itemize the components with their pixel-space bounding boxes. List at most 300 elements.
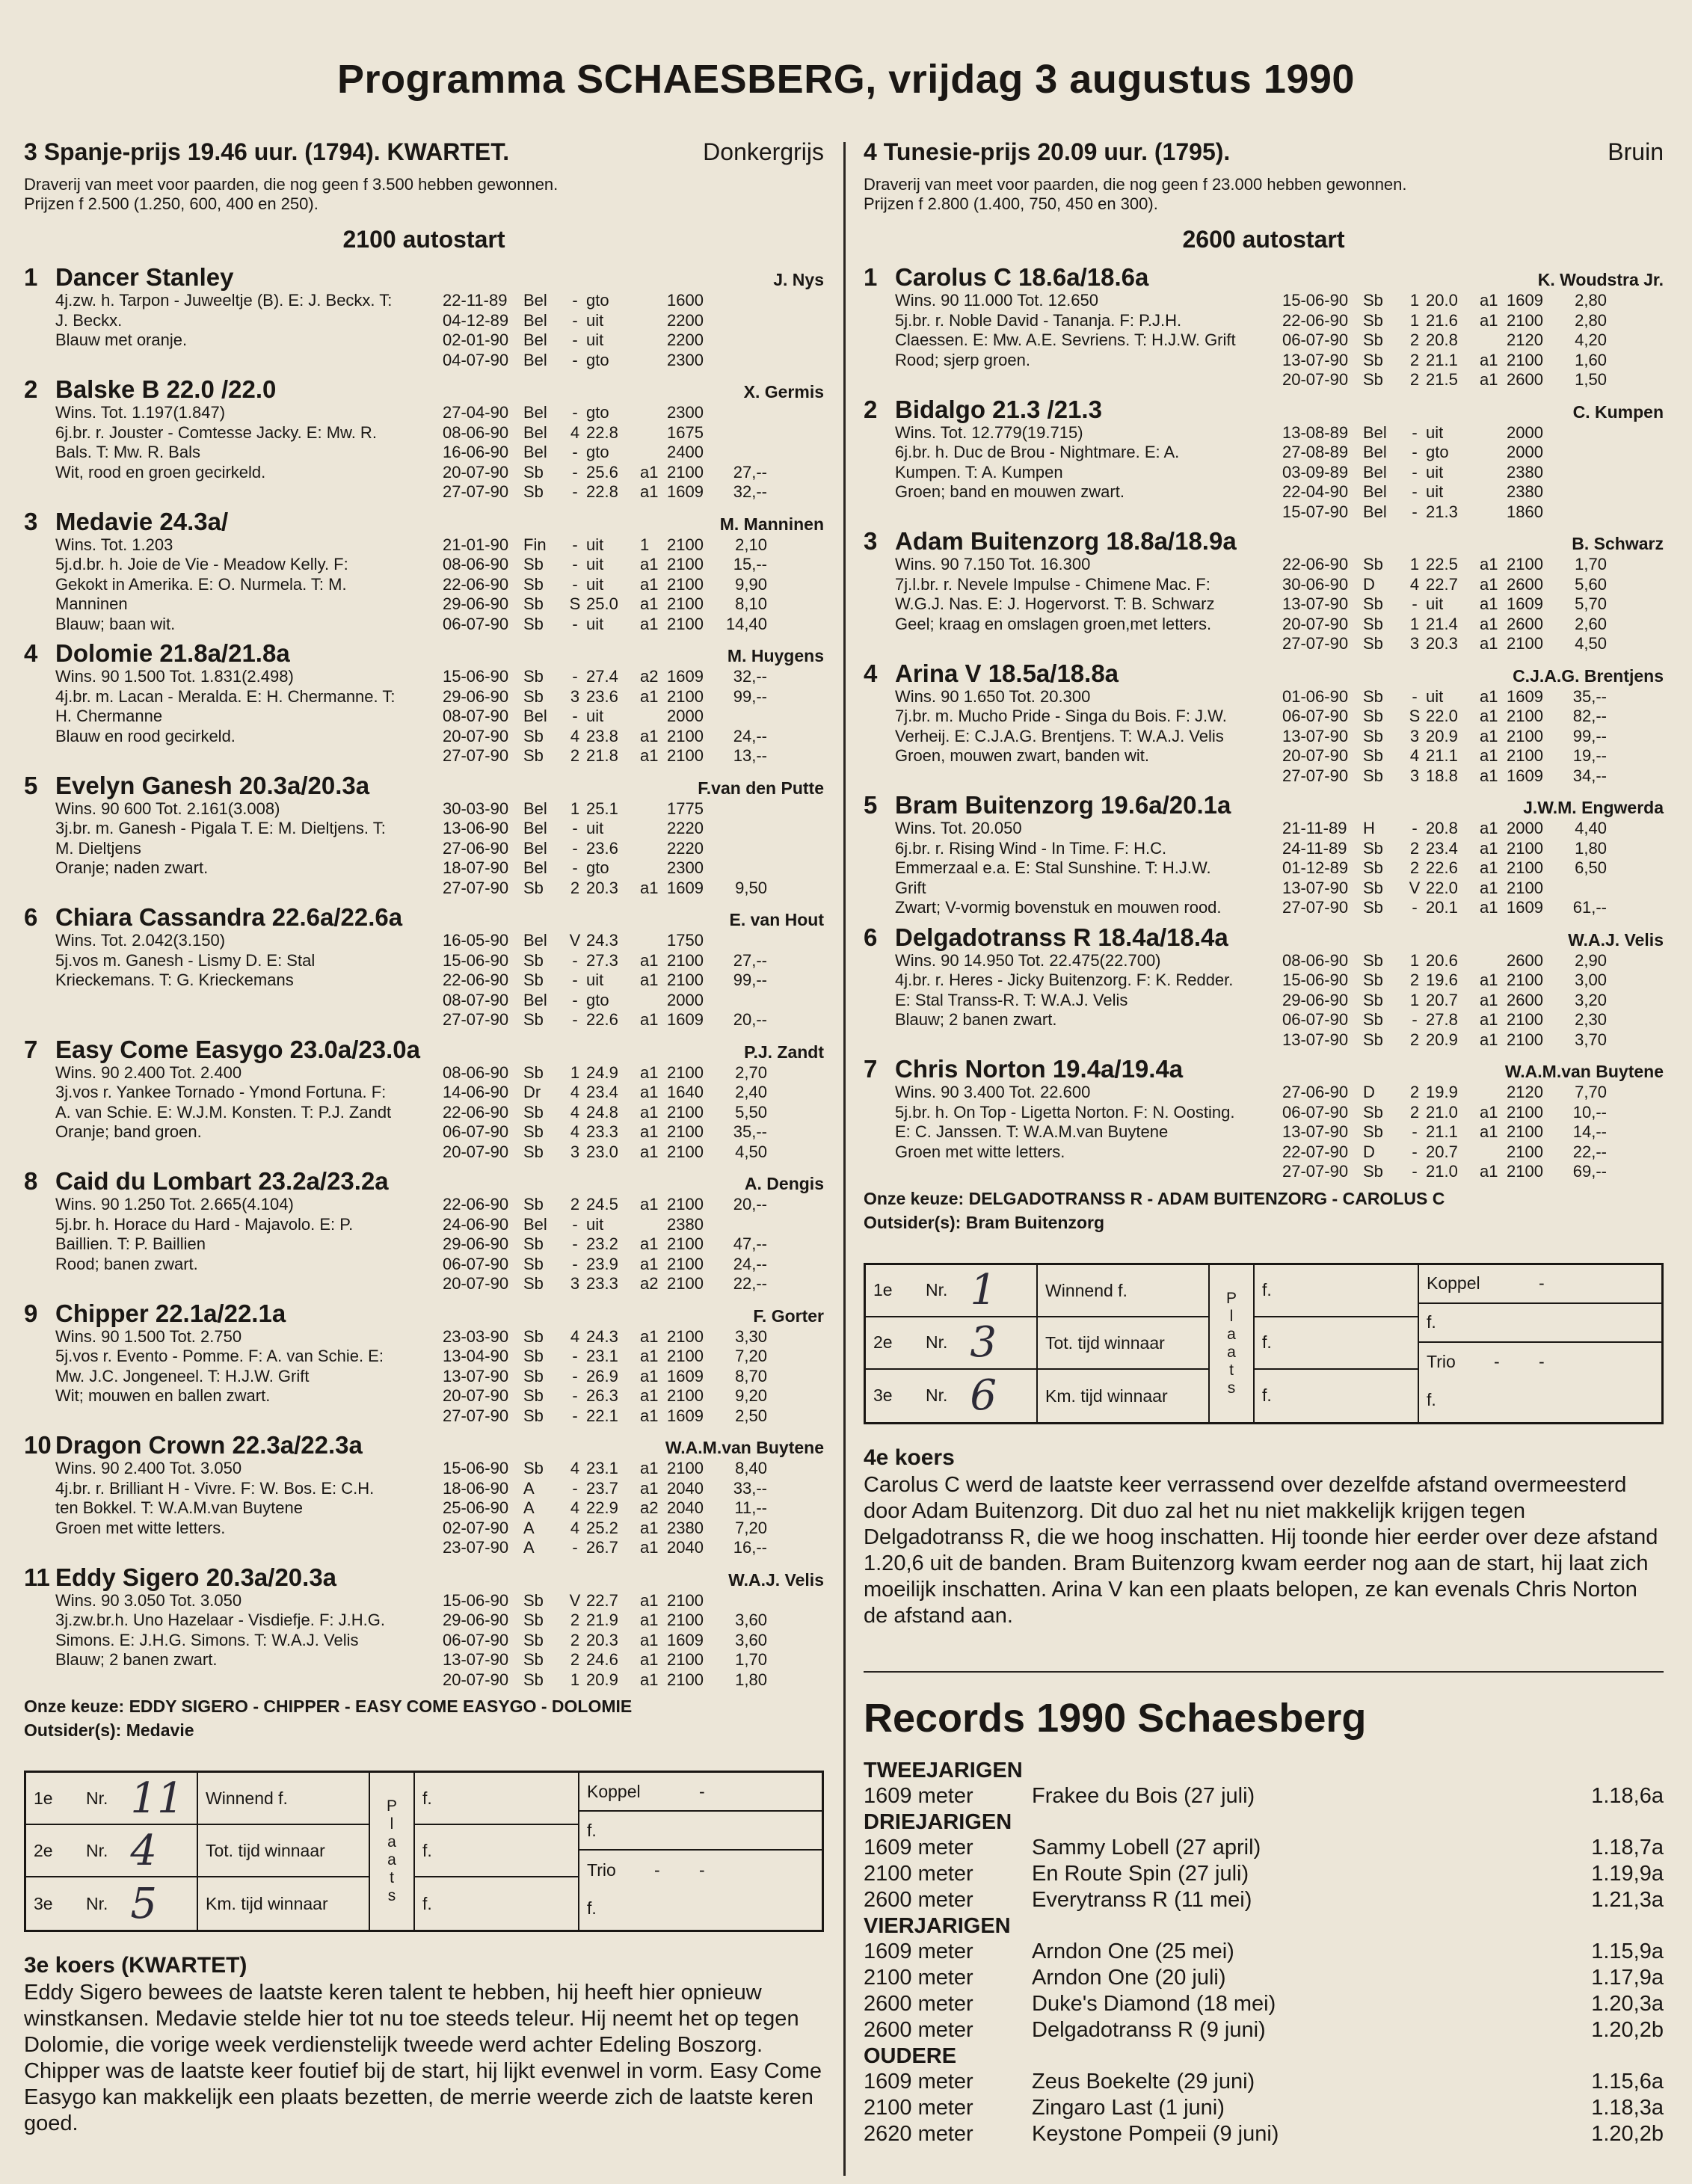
- run-start: a1: [640, 1386, 659, 1405]
- run-time: 21.3: [1426, 502, 1458, 521]
- record-distance: 2100 meter: [864, 1861, 973, 1886]
- plaats-letter: P: [1225, 1289, 1237, 1307]
- run-time: 20.7: [1426, 1142, 1458, 1161]
- run-time: uit: [1426, 462, 1444, 482]
- run-start: a1: [640, 1538, 659, 1557]
- record-distance: 2600 meter: [864, 1991, 973, 2016]
- run-date: 30-03-90: [443, 799, 509, 818]
- plaats-letter: t: [390, 1869, 394, 1886]
- run-odds: [1562, 879, 1607, 899]
- record-category: DRIEJARIGEN: [864, 1809, 1012, 1834]
- horse-driver: M. Huygens: [727, 646, 824, 665]
- horse-info-line: Rood; banen zwart.: [55, 1254, 198, 1273]
- handwritten-number: 11: [130, 1774, 184, 1823]
- record-distance: 1609 meter: [864, 1835, 973, 1860]
- horse-info: [24, 1459, 443, 1558]
- plaats-label: [370, 1773, 415, 1930]
- horse-body: [24, 1591, 824, 1691]
- run-odds: 24,--: [733, 1254, 767, 1273]
- run-distance: 2200: [667, 310, 704, 330]
- conditions-text: Draverij van meet voor paarden, die nog geen f 3.500 hebben gewonnen.: [24, 175, 559, 194]
- horse-info-line: Kumpen. T: A. Kumpen: [895, 462, 1063, 482]
- run-time: 21.0: [1426, 1102, 1458, 1122]
- horse-info-line: Wins. 90 1.500 Tot. 2.750: [55, 1326, 242, 1346]
- run-distance: 2040: [667, 1538, 704, 1557]
- run-time: gto: [586, 350, 609, 369]
- horse-entry: [24, 640, 824, 766]
- horse-entry: [24, 772, 824, 899]
- run-row: [443, 1538, 824, 1558]
- horse-info-line: 5j.br. h. On Top - Ligetta Norton. F: N. Oosting.: [895, 1102, 1235, 1122]
- run-row: [1282, 898, 1664, 918]
- run-date: 06-07-90: [443, 1254, 509, 1273]
- horse-driver: W.A.M.van Buytene: [1504, 1062, 1664, 1081]
- horse-number: 10: [24, 1431, 52, 1459]
- run-date: 04-07-90: [443, 350, 509, 369]
- run-track: Sb: [1363, 1162, 1383, 1181]
- run-odds: [722, 931, 767, 951]
- record-holder: Duke's Diamond (18 mei): [1032, 1991, 1276, 2016]
- run-time: 26.3: [586, 1386, 618, 1405]
- run-date: 03-09-89: [1282, 462, 1349, 482]
- horse-info: [864, 951, 1282, 1051]
- run-start: [640, 311, 667, 331]
- record-distance: 2620 meter: [864, 2121, 973, 2146]
- rank-label: 2e: [873, 1332, 893, 1352]
- run-odds: 3,70: [1575, 1030, 1607, 1049]
- race-header: [24, 138, 824, 166]
- run-time: 21.1: [1426, 746, 1458, 765]
- run-time: 20.3: [1426, 634, 1458, 653]
- koppel-cell: [579, 1773, 822, 1812]
- run-row: [443, 482, 824, 502]
- run-date: 13-08-89: [1282, 422, 1349, 442]
- run-time: 21.1: [1426, 1122, 1458, 1141]
- horse-info: [864, 687, 1282, 787]
- run-time: 22.7: [586, 1590, 618, 1610]
- run-date: 13-07-90: [1282, 878, 1349, 897]
- run-odds: 5,70: [1575, 594, 1607, 613]
- run-distance: 2100: [667, 555, 704, 573]
- run-start: a1: [640, 1010, 659, 1029]
- run-row: [1282, 971, 1664, 991]
- run-date: 20-07-90: [443, 1142, 509, 1161]
- plaats-letter: a: [387, 1851, 396, 1868]
- run-start: a2: [640, 667, 659, 686]
- run-odds: [722, 707, 767, 727]
- run-start: [1480, 423, 1507, 443]
- run-time: 23.8: [586, 726, 618, 745]
- run-distance: 2100: [667, 1102, 704, 1122]
- race-history: [443, 403, 824, 502]
- horse-info-line: Wit; mouwen en ballen zwart.: [55, 1386, 271, 1405]
- run-distance: 2100: [1507, 634, 1543, 653]
- run-place: -: [1412, 819, 1418, 837]
- horse-info-line: Groen met witte letters.: [55, 1518, 226, 1537]
- run-distance: 1609: [667, 878, 704, 897]
- run-row: [443, 1519, 824, 1539]
- horse-body: [864, 951, 1664, 1051]
- rank-cell: [866, 1265, 1036, 1317]
- run-distance: 2100: [667, 574, 704, 594]
- horse-name: [24, 376, 276, 403]
- run-distance: 2100: [1507, 726, 1543, 745]
- run-row: [443, 1406, 824, 1427]
- horse-driver: F. Gorter: [753, 1305, 824, 1326]
- run-distance: 2040: [667, 1498, 704, 1517]
- record-row: [864, 2017, 1664, 2043]
- run-track: Bel: [523, 858, 547, 877]
- run-place: 2: [1409, 858, 1420, 877]
- run-date: 13-06-90: [443, 819, 509, 837]
- koppel-odds: f.: [1419, 1304, 1661, 1343]
- run-place: S: [569, 594, 581, 613]
- record-time: 1.18,6a: [1591, 1783, 1664, 1808]
- horse-info-line: Wins. 90 11.000 Tot. 12.650: [895, 291, 1098, 310]
- run-place: 1: [1409, 555, 1420, 573]
- horse-header: [24, 1432, 824, 1459]
- race-history: [1282, 951, 1664, 1051]
- record-row: [864, 1991, 1664, 2017]
- horse-body: [864, 423, 1664, 523]
- run-odds: 2,40: [735, 1083, 767, 1101]
- trio-odds: f.: [1427, 1390, 1436, 1409]
- race-history: [1282, 687, 1664, 787]
- run-odds: 20,--: [733, 1010, 767, 1029]
- run-date: 20-07-90: [1282, 746, 1349, 765]
- record-holder: Arndon One (20 juli): [1032, 1965, 1226, 1990]
- run-start: a1: [640, 1406, 659, 1425]
- run-track: Sb: [523, 950, 544, 970]
- race-history: [1282, 819, 1664, 918]
- run-odds: 2,80: [1575, 310, 1607, 330]
- winner-cell: Km. tijd winnaar: [1045, 1385, 1168, 1406]
- run-odds: [722, 291, 767, 311]
- horse-title: Dragon Crown 22.3a/22.3a: [55, 1431, 363, 1459]
- run-row: [443, 1103, 824, 1123]
- run-start: [1480, 443, 1507, 463]
- horse-header: [864, 396, 1664, 423]
- run-start: a1: [1480, 819, 1498, 837]
- race-history: [443, 535, 824, 635]
- run-row: [1282, 687, 1664, 707]
- winner-cell: Tot. tijd winnaar: [1038, 1317, 1208, 1370]
- run-time: 22.0: [1426, 878, 1458, 897]
- run-odds: 9,90: [735, 574, 767, 594]
- record-time: 1.15,9a: [1591, 1939, 1664, 1963]
- horse-number: 4: [864, 659, 878, 687]
- run-track: Sb: [523, 1254, 544, 1273]
- nr-label: Nr.: [86, 1893, 108, 1913]
- run-start: a1: [640, 1630, 659, 1649]
- horse-info: [864, 555, 1282, 654]
- run-track: Bel: [523, 350, 547, 369]
- run-row: [1282, 727, 1664, 747]
- run-date: 22-06-90: [1282, 555, 1349, 573]
- run-date: 27-04-90: [443, 403, 509, 422]
- horse-info-line: 3j.vos r. Yankee Tornado - Ymond Fortuna. F:: [55, 1083, 387, 1101]
- run-date: 29-06-90: [443, 1611, 509, 1629]
- run-start: a1: [640, 1670, 659, 1689]
- plaats-letter: a: [387, 1833, 396, 1851]
- horse-header: [24, 1168, 824, 1195]
- run-row: [443, 879, 824, 899]
- run-odds: [722, 351, 767, 371]
- run-distance: 2100: [667, 1062, 704, 1082]
- run-place: 3: [570, 1142, 580, 1161]
- horse-info-line: Oranje; band groen.: [55, 1122, 202, 1141]
- horse-name: [864, 660, 1119, 687]
- run-place: 4: [570, 1122, 580, 1141]
- run-place: S: [1409, 707, 1421, 725]
- run-distance: 2100: [1507, 878, 1543, 897]
- run-time: gto: [586, 443, 609, 461]
- horse-info-line: Wins. 90 1.500 Tot. 1.831(2.498): [55, 667, 294, 686]
- record-time: 1.20,2b: [1591, 2121, 1664, 2146]
- run-row: [443, 858, 824, 879]
- run-row: [1282, 858, 1664, 879]
- run-date: 20-07-90: [443, 1274, 509, 1293]
- horse-info-line: 6j.br. h. Duc de Brou - Nightmare. E: A.: [895, 443, 1180, 461]
- run-date: 22-06-90: [443, 1102, 509, 1122]
- run-distance: 2100: [667, 535, 704, 554]
- run-date: 04-12-89: [443, 310, 509, 330]
- run-date: 18-07-90: [443, 858, 509, 877]
- run-place: -: [1412, 686, 1418, 706]
- run-track: Sb: [523, 1062, 544, 1082]
- trio-dash: -: [654, 1860, 660, 1880]
- race-distance: 2600 autostart: [1182, 226, 1345, 253]
- run-date: 02-07-90: [443, 1518, 509, 1537]
- run-odds: 35,--: [733, 1122, 767, 1141]
- run-distance: 2100: [667, 614, 704, 633]
- horse-info: [24, 535, 443, 635]
- run-track: D: [1363, 574, 1375, 594]
- run-distance: 2100: [667, 1234, 704, 1253]
- run-track: Sb: [523, 726, 544, 745]
- run-row: [1282, 707, 1664, 727]
- run-track: Sb: [523, 971, 544, 989]
- run-date: 22-04-90: [1282, 482, 1349, 501]
- run-odds: [1562, 482, 1607, 502]
- horse-info-line: 5j.d.br. h. Joie de Vie - Meadow Kelly. F:: [55, 555, 348, 573]
- run-date: 27-07-90: [443, 1406, 509, 1425]
- horse-info-line: 6j.br. r. Jouster - Comtesse Jacky. E: Mw. R.: [55, 422, 377, 442]
- run-date: 13-07-90: [443, 1650, 509, 1669]
- run-odds: [722, 443, 767, 463]
- run-date: 27-07-90: [443, 878, 509, 897]
- horse-info-line: 3j.br. m. Ganesh - Pigala T. E: M. Dieltjens. T:: [55, 819, 386, 837]
- run-distance: 2100: [667, 1590, 704, 1610]
- record-holder: Sammy Lobell (27 april): [1032, 1835, 1261, 1860]
- run-distance: 2100: [667, 746, 704, 765]
- run-track: Sb: [523, 614, 544, 633]
- run-date: 13-04-90: [443, 1347, 509, 1365]
- rank-label: 3e: [34, 1893, 53, 1913]
- run-track: Sb: [523, 1630, 544, 1649]
- run-place: 1: [570, 799, 580, 818]
- run-date: 08-06-90: [1282, 950, 1349, 970]
- koppel-trio-column: [1419, 1265, 1661, 1422]
- horse-body: [24, 799, 824, 899]
- run-odds: 4,50: [735, 1142, 767, 1161]
- run-row: [1282, 1142, 1664, 1163]
- run-time: 23.2: [586, 1234, 618, 1253]
- run-row: [1282, 746, 1664, 766]
- horse-info-line: Blauw; 2 banen zwart.: [55, 1650, 218, 1669]
- horse-info: [24, 1591, 443, 1691]
- run-time: 23.3: [586, 1122, 618, 1141]
- horse-info-line: 4j.br. r. Brilliant H - Vivre. F: W. Bos. E: C.H.: [55, 1478, 375, 1498]
- run-distance: 1750: [667, 931, 704, 950]
- odds-column: [415, 1773, 579, 1930]
- run-track: Fin: [523, 535, 547, 554]
- rank-column: [866, 1265, 1038, 1422]
- run-time: 20.9: [1426, 1030, 1458, 1049]
- run-place: -: [572, 1214, 578, 1234]
- run-place: 3: [570, 686, 580, 706]
- run-odds: [1562, 443, 1607, 463]
- horse-list: [24, 264, 824, 1690]
- run-place: -: [572, 1347, 578, 1365]
- run-track: Bel: [523, 799, 547, 818]
- run-start: a1: [640, 1650, 659, 1669]
- run-start: [640, 858, 667, 879]
- run-distance: 2100: [667, 971, 704, 989]
- run-date: 29-06-90: [1282, 990, 1349, 1009]
- horse-info-line: A. van Schie. E: W.J.M. Konsten. T: P.J. Zandt: [55, 1102, 392, 1122]
- run-start: a1: [640, 1062, 659, 1082]
- run-track: A: [523, 1478, 535, 1498]
- horse-driver: W.A.J. Velis: [1568, 929, 1664, 950]
- record-row: [864, 2069, 1664, 2095]
- horse-info-line: Mw. J.C. Jongeneel. T: H.J.W. Grift: [55, 1366, 310, 1385]
- horse-title: Chipper 22.1a/22.1a: [55, 1299, 286, 1327]
- horse-info-line: 5j.vos m. Ganesh - Lismy D. E: Stal: [55, 950, 316, 970]
- run-track: Bel: [523, 443, 547, 461]
- run-distance: 2380: [667, 1214, 704, 1234]
- run-distance: 1609: [1507, 291, 1543, 310]
- plaats-letter: a: [1227, 1343, 1236, 1361]
- run-row: [443, 1274, 824, 1294]
- horse-title: Dancer Stanley: [55, 263, 234, 291]
- horse-info-line: H. Chermanne: [55, 707, 163, 725]
- race-history: [443, 1327, 824, 1427]
- run-start: a1: [640, 555, 659, 573]
- run-odds: 4,50: [1575, 634, 1607, 653]
- run-distance: 1675: [667, 422, 704, 442]
- horse-info-line: Verheij. E: C.J.A.G. Brentjens. T: W.A.J. Velis: [895, 726, 1224, 745]
- run-date: 27-07-90: [1282, 898, 1349, 917]
- run-odds: 8,10: [735, 594, 767, 613]
- race-history: [1282, 423, 1664, 523]
- horse-info-line: E: Stal Transs-R. T: W.A.J. Velis: [895, 990, 1128, 1009]
- run-odds: 1,70: [735, 1650, 767, 1669]
- horse-driver: C.J.A.G. Brentjens: [1513, 665, 1664, 686]
- winner-cell: Winnend f.: [198, 1773, 369, 1825]
- horse-body: [864, 687, 1664, 787]
- run-start: a1: [1480, 350, 1498, 369]
- run-start: a1: [1480, 1162, 1498, 1181]
- plaats-letter: P: [386, 1797, 397, 1815]
- run-row: [443, 1122, 824, 1142]
- odds-cell: f.: [422, 1893, 432, 1913]
- horse-driver: P.J. Zandt: [744, 1042, 824, 1062]
- horse-name: [24, 1168, 389, 1195]
- run-start: [640, 330, 667, 351]
- horse-name: [24, 1036, 420, 1063]
- run-date: 27-07-90: [1282, 766, 1349, 785]
- run-distance: 2100: [667, 1386, 704, 1405]
- run-track: Sb: [1363, 594, 1383, 613]
- run-place: -: [1412, 502, 1418, 521]
- run-start: a1: [640, 1326, 659, 1346]
- run-track: Sb: [523, 667, 544, 686]
- run-track: Sb: [523, 462, 544, 482]
- run-track: Sb: [1363, 614, 1383, 633]
- race-history: [443, 799, 824, 899]
- record-time: 1.21,3a: [1591, 1887, 1664, 1912]
- run-time: 22.0: [1426, 707, 1458, 725]
- run-distance: 2380: [1507, 462, 1543, 482]
- run-time: 21.5: [1426, 370, 1458, 389]
- horse-info-line: Manninen: [55, 594, 128, 613]
- run-row: [443, 555, 824, 575]
- run-row: [1282, 951, 1664, 971]
- horse-title: Bram Buitenzorg 19.6a/20.1a: [895, 791, 1231, 819]
- race-conditions: [24, 175, 824, 214]
- run-distance: 1609: [667, 1010, 704, 1029]
- run-track: Sb: [523, 1274, 544, 1293]
- run-place: -: [572, 482, 578, 501]
- run-row: [443, 1670, 824, 1691]
- run-time: 23.1: [586, 1459, 618, 1477]
- run-odds: 2,70: [735, 1062, 767, 1082]
- run-date: 13-07-90: [1282, 594, 1349, 613]
- run-track: Sb: [1363, 950, 1383, 970]
- run-row: [443, 1479, 824, 1499]
- horse-info-line: Wins. 90 2.400 Tot. 3.050: [55, 1459, 242, 1477]
- run-row: [443, 951, 824, 971]
- run-distance: 2600: [1507, 950, 1543, 970]
- koppel-label: Koppel: [587, 1781, 641, 1801]
- horse-info-line: Gekokt in Amerika. E: O. Nurmela. T: M.: [55, 574, 347, 594]
- horse-body: [24, 931, 824, 1030]
- run-place: V: [1409, 878, 1421, 897]
- run-date: 15-06-90: [443, 1590, 509, 1610]
- run-row: [443, 971, 824, 991]
- record-row: [864, 1861, 1664, 1887]
- run-track: Bel: [523, 310, 547, 330]
- horse-name: [864, 1056, 1183, 1083]
- run-odds: 99,--: [733, 686, 767, 706]
- horse-entry: [864, 264, 1664, 390]
- run-place: 2: [1409, 330, 1420, 349]
- horse-info: [24, 291, 443, 370]
- run-distance: 2300: [667, 858, 704, 877]
- rank-label: 1e: [873, 1280, 893, 1299]
- record-row: [864, 1887, 1664, 1913]
- run-start: a1: [1480, 971, 1498, 989]
- run-date: 22-06-90: [1282, 310, 1349, 330]
- run-date: 15-06-90: [443, 667, 509, 686]
- run-odds: 6,50: [1575, 858, 1607, 877]
- nr-label: Nr.: [86, 1788, 108, 1808]
- run-time: uit: [586, 310, 604, 330]
- horse-entry: [24, 1432, 824, 1558]
- horse-header: [24, 904, 824, 931]
- rank-cell: [26, 1825, 197, 1877]
